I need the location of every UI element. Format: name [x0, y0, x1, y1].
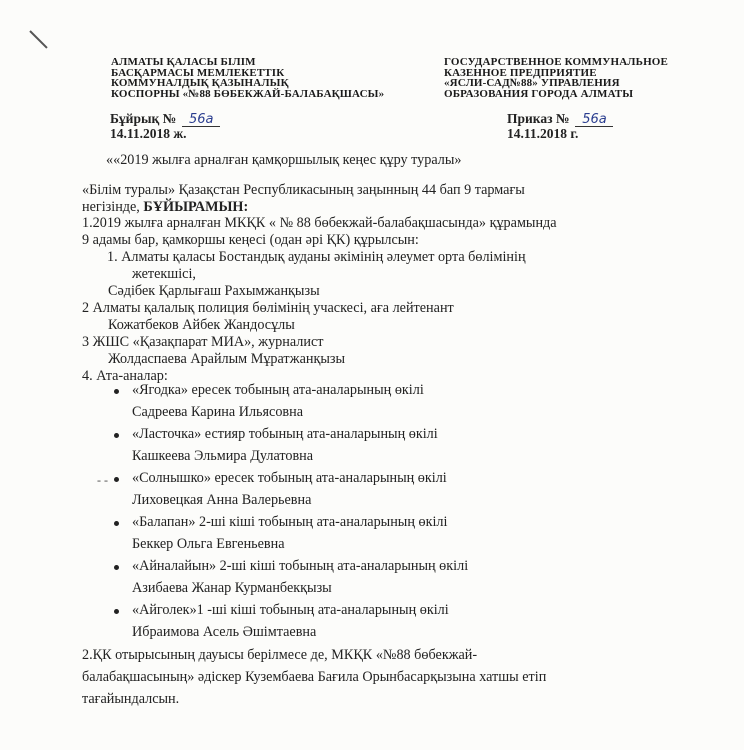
header-right-line: КАЗЕННОЕ ПРЕДПРИЯТИЕ	[444, 66, 597, 79]
parent-role: «Айналайын» 2-ші кіші тобының ата-аналарының өкілі	[132, 558, 469, 574]
handwritten-order-number: 56а	[182, 114, 220, 127]
header-right-line: ГОСУДАРСТВЕННОЕ КОММУНАЛЬНОЕ	[444, 56, 668, 68]
member-role: 2 Алматы қалалық полиция бөлімінің учаскесі, аға лейтенант	[82, 300, 454, 316]
header-right-line: ОБРАЗОВАНИЯ ГОРОДА АЛМАТЫ	[444, 87, 634, 100]
header-left-line: БАСҚАРМАСЫ МЕМЛЕКЕТТІК	[111, 66, 285, 79]
header-kazakh	[111, 57, 384, 99]
bullet-icon	[114, 565, 119, 570]
member-role: 3 ЖШС «Қазақпарат МИА», журналист	[82, 334, 324, 350]
preamble-line: «Білім туралы» Қазақстан Республикасының заңынның 44 бап 9 тармағы	[82, 182, 525, 198]
order-number-kz	[110, 111, 220, 127]
header-left-line: КОСПОРНЫ «№88 БӨБЕКЖАЙ-БАЛАБАҚШАСЫ»	[111, 87, 385, 100]
header-left-line: АЛМАТЫ ҚАЛАСЫ БІЛІМ	[111, 56, 256, 68]
parent-name: Лиховецкая Анна Валерьевна	[132, 492, 312, 508]
bullet-icon	[114, 521, 119, 526]
order-label-kz: Бұйрық №	[110, 111, 177, 126]
order-date-ru: 14.11.2018 г.	[507, 126, 579, 141]
preamble-line	[82, 199, 248, 215]
stray-mark: - -	[97, 473, 108, 487]
parent-role: «Айголек»1 -ші кіші тобының ата-аналарының өкілі	[132, 602, 449, 618]
header-left-line: КОММУНАЛДЫҚ ҚАЗЫНАЛЫҚ	[111, 77, 289, 89]
order-number-ru	[507, 111, 613, 127]
member-role: жетекшісі,	[132, 266, 196, 282]
header-right-line: «ЯСЛИ-САД№88» УПРАВЛЕНИЯ	[444, 77, 620, 89]
parent-role: «Ягодка» ересек тобының ата-аналарының өкілі	[132, 382, 424, 398]
bullet-icon	[114, 433, 119, 438]
parent-name: Азибаева Жанар Курманбекқызы	[132, 580, 332, 596]
clause-2-line: балабақшасының» әдіскер Кузембаева Бағила Орынбасарқызына хатшы етіп	[82, 669, 547, 685]
parent-name: Кашкеева Эльмира Дулатовна	[132, 448, 314, 464]
clause-1-line: 1.2019 жылға арналған МКҚК « № 88 бөбекжай-балабақшасында» құрамында	[82, 215, 557, 231]
bullet-icon	[114, 477, 119, 482]
order-label-ru: Приказ №	[507, 111, 570, 126]
parent-name: Садреева Карина Ильясовна	[132, 404, 304, 420]
clause-1-line: 9 адамы бар, қамкоршы кеңесі (одан әрі ҚК) құрылсын:	[82, 232, 419, 248]
parent-name: Беккер Ольга Евгеньевна	[132, 536, 285, 552]
member-name: Жолдаспаева Арайлым Мұратжанқызы	[108, 351, 346, 367]
parent-role: «Балапан» 2-ші кіші тобының ата-аналарының өкілі	[132, 514, 448, 530]
parent-role: «Солнышко» ересек тобының ата-аналарының өкілі	[132, 470, 447, 486]
parent-name: Ибраимова Асель Әшімтаевна	[132, 624, 317, 640]
parents-heading: 4. Ата-аналар:	[82, 368, 168, 384]
preamble-text: негізінде,	[82, 199, 144, 215]
parent-role: «Ласточка» естияр тобының ата-аналарының өкілі	[132, 426, 438, 442]
member-role: 1. Алматы қаласы Бостандық ауданы әкімінің әлеумет орта бөлімінің	[107, 249, 526, 265]
handwritten-order-number: 56а	[575, 114, 613, 127]
member-name: Сәдібек Қарлығаш Рахымжанқызы	[108, 283, 320, 299]
member-name: Кожатбеков Айбек Жандосұлы	[108, 317, 295, 333]
corner-pen-mark	[29, 30, 47, 48]
document-title: ««2019 жылға арналған қамқоршылық кеңес құру туралы»	[106, 152, 462, 168]
header-russian	[444, 57, 668, 99]
clause-2-line: тағайындалсын.	[82, 691, 180, 707]
bullet-icon	[114, 609, 119, 614]
order-directive: БҰЙЫРАМЫН:	[143, 199, 249, 215]
order-date-kz: 14.11.2018 ж.	[110, 126, 187, 141]
clause-2-line: 2.ҚК отырысының дауысы берілмесе де, МКҚК «№88 бөбекжай-	[82, 647, 478, 663]
bullet-icon	[114, 389, 119, 394]
